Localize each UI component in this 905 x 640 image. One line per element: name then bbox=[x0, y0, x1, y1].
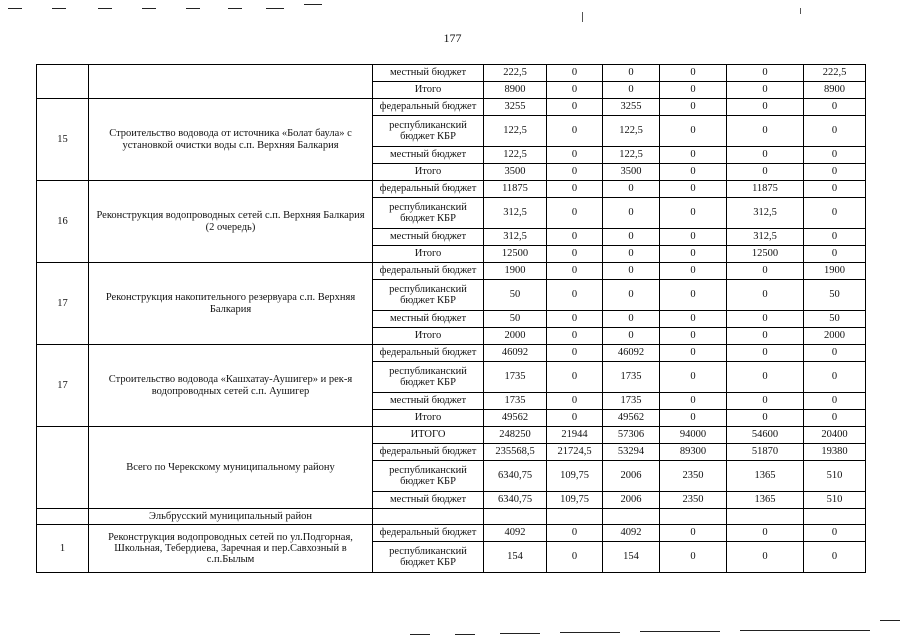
row-number-cell bbox=[37, 427, 89, 509]
value-cell: 19380 bbox=[804, 444, 866, 461]
budget-source-cell: Итого bbox=[373, 328, 484, 345]
value-cell: 0 bbox=[603, 328, 660, 345]
budget-source-cell: местный бюджет bbox=[373, 147, 484, 164]
value-cell: 0 bbox=[603, 263, 660, 280]
value-cell: 154 bbox=[603, 542, 660, 573]
object-name-cell bbox=[89, 65, 373, 99]
value-cell: 109,75 bbox=[547, 492, 603, 509]
value-cell: 0 bbox=[547, 525, 603, 542]
budget-source-cell: Итого bbox=[373, 410, 484, 427]
value-cell: 4092 bbox=[603, 525, 660, 542]
scan-mark bbox=[560, 632, 620, 633]
scan-mark bbox=[500, 633, 540, 634]
value-cell: 510 bbox=[804, 492, 866, 509]
budget-source-cell: местный бюджет bbox=[373, 311, 484, 328]
value-cell: 0 bbox=[603, 311, 660, 328]
value-cell: 4092 bbox=[484, 525, 547, 542]
budget-source-cell: республиканский бюджет КБР bbox=[373, 362, 484, 393]
budget-source-cell: местный бюджет bbox=[373, 229, 484, 246]
value-cell: 0 bbox=[727, 164, 804, 181]
budget-source-cell: местный бюджет bbox=[373, 65, 484, 82]
value-cell: 6340,75 bbox=[484, 492, 547, 509]
value-cell: 0 bbox=[660, 147, 727, 164]
row-number-cell bbox=[37, 65, 89, 99]
section-empty-cell bbox=[484, 509, 547, 525]
value-cell: 0 bbox=[603, 181, 660, 198]
budget-source-cell: федеральный бюджет bbox=[373, 525, 484, 542]
value-cell: 0 bbox=[660, 164, 727, 181]
value-cell: 1735 bbox=[484, 362, 547, 393]
value-cell: 2000 bbox=[804, 328, 866, 345]
value-cell: 0 bbox=[547, 311, 603, 328]
section-empty-cell bbox=[373, 509, 484, 525]
row-number-cell: 16 bbox=[37, 181, 89, 263]
value-cell: 50 bbox=[484, 311, 547, 328]
value-cell: 109,75 bbox=[547, 461, 603, 492]
value-cell: 2350 bbox=[660, 461, 727, 492]
value-cell: 46092 bbox=[603, 345, 660, 362]
value-cell: 89300 bbox=[660, 444, 727, 461]
value-cell: 20400 bbox=[804, 427, 866, 444]
value-cell: 0 bbox=[547, 410, 603, 427]
budget-source-cell: ИТОГО bbox=[373, 427, 484, 444]
value-cell: 1735 bbox=[603, 362, 660, 393]
value-cell: 0 bbox=[660, 393, 727, 410]
value-cell: 3500 bbox=[603, 164, 660, 181]
value-cell: 50 bbox=[804, 280, 866, 311]
scan-mark bbox=[880, 620, 900, 621]
value-cell: 0 bbox=[660, 82, 727, 99]
value-cell: 0 bbox=[804, 198, 866, 229]
value-cell: 0 bbox=[727, 311, 804, 328]
value-cell: 2350 bbox=[660, 492, 727, 509]
row-number-cell: 15 bbox=[37, 99, 89, 181]
value-cell: 0 bbox=[547, 229, 603, 246]
value-cell: 0 bbox=[727, 328, 804, 345]
value-cell: 0 bbox=[660, 65, 727, 82]
value-cell: 0 bbox=[547, 362, 603, 393]
value-cell: 122,5 bbox=[484, 116, 547, 147]
value-cell: 49562 bbox=[484, 410, 547, 427]
value-cell: 0 bbox=[603, 65, 660, 82]
value-cell: 11875 bbox=[727, 181, 804, 198]
value-cell: 94000 bbox=[660, 427, 727, 444]
object-name-cell: Всего по Черекскому муниципальному району bbox=[89, 427, 373, 509]
value-cell: 0 bbox=[547, 147, 603, 164]
value-cell: 312,5 bbox=[484, 229, 547, 246]
budget-source-cell: Итого bbox=[373, 82, 484, 99]
object-name-cell: Строительство водовода «Кашхатау-Аушигер» и рек-я водопроводных сетей с.п. Аушигер bbox=[89, 345, 373, 427]
table-row bbox=[37, 65, 866, 82]
value-cell: 0 bbox=[547, 116, 603, 147]
value-cell: 0 bbox=[727, 116, 804, 147]
scan-mark bbox=[228, 8, 242, 9]
scan-mark bbox=[410, 634, 430, 635]
value-cell: 0 bbox=[660, 116, 727, 147]
value-cell: 0 bbox=[547, 393, 603, 410]
scan-mark bbox=[640, 631, 720, 632]
value-cell: 0 bbox=[660, 246, 727, 263]
value-cell: 1900 bbox=[804, 263, 866, 280]
value-cell: 1365 bbox=[727, 461, 804, 492]
scan-mark bbox=[142, 8, 156, 9]
scan-mark bbox=[455, 634, 475, 635]
budget-source-cell: республиканский бюджет КБР bbox=[373, 116, 484, 147]
value-cell: 0 bbox=[547, 246, 603, 263]
page-number: 177 bbox=[443, 31, 462, 45]
section-empty-cell bbox=[37, 509, 89, 525]
value-cell: 312,5 bbox=[727, 229, 804, 246]
value-cell: 0 bbox=[603, 246, 660, 263]
value-cell: 12500 bbox=[484, 246, 547, 263]
scan-mark bbox=[186, 8, 200, 9]
value-cell: 0 bbox=[660, 181, 727, 198]
value-cell: 3500 bbox=[484, 164, 547, 181]
budget-source-cell: республиканский бюджет КБР bbox=[373, 542, 484, 573]
section-empty-cell bbox=[603, 509, 660, 525]
value-cell: 0 bbox=[804, 542, 866, 573]
value-cell: 0 bbox=[804, 393, 866, 410]
value-cell: 8900 bbox=[484, 82, 547, 99]
value-cell: 222,5 bbox=[484, 65, 547, 82]
budget-source-cell: федеральный бюджет bbox=[373, 263, 484, 280]
value-cell: 0 bbox=[547, 82, 603, 99]
value-cell: 0 bbox=[804, 246, 866, 263]
value-cell: 1365 bbox=[727, 492, 804, 509]
value-cell: 122,5 bbox=[603, 116, 660, 147]
value-cell: 0 bbox=[804, 345, 866, 362]
table-row bbox=[37, 427, 866, 444]
value-cell: 0 bbox=[727, 362, 804, 393]
scan-mark bbox=[582, 12, 583, 22]
value-cell: 53294 bbox=[603, 444, 660, 461]
value-cell: 1735 bbox=[484, 393, 547, 410]
budget-source-cell: Итого bbox=[373, 164, 484, 181]
budget-source-cell: Итого bbox=[373, 246, 484, 263]
table-row bbox=[37, 263, 866, 280]
value-cell: 11875 bbox=[484, 181, 547, 198]
row-number-cell: 1 bbox=[37, 525, 89, 573]
value-cell: 0 bbox=[660, 263, 727, 280]
table-row bbox=[37, 181, 866, 198]
value-cell: 0 bbox=[547, 65, 603, 82]
value-cell: 0 bbox=[547, 542, 603, 573]
value-cell: 46092 bbox=[484, 345, 547, 362]
scan-mark bbox=[52, 8, 66, 9]
budget-source-cell: федеральный бюджет bbox=[373, 345, 484, 362]
value-cell: 222,5 bbox=[804, 65, 866, 82]
value-cell: 2006 bbox=[603, 492, 660, 509]
table-row bbox=[37, 525, 866, 542]
table-body bbox=[37, 65, 866, 573]
budget-source-cell: федеральный бюджет bbox=[373, 181, 484, 198]
value-cell: 3255 bbox=[484, 99, 547, 116]
value-cell: 0 bbox=[547, 198, 603, 229]
budget-table bbox=[36, 64, 866, 573]
value-cell: 0 bbox=[660, 542, 727, 573]
value-cell: 0 bbox=[660, 345, 727, 362]
value-cell: 0 bbox=[603, 229, 660, 246]
value-cell: 50 bbox=[804, 311, 866, 328]
object-name-cell: Реконструкция водопроводных сетей по ул.Подгорная, Школьная, Тебердиева, Заречная и пер.Савхозный в с.п.Былым bbox=[89, 525, 373, 573]
object-name-cell: Строительство водовода от источника «Болат баула» с установкой очистки воды с.п. Верхняя Балкария bbox=[89, 99, 373, 181]
value-cell: 122,5 bbox=[484, 147, 547, 164]
value-cell: 312,5 bbox=[484, 198, 547, 229]
value-cell: 154 bbox=[484, 542, 547, 573]
budget-source-cell: республиканский бюджет КБР bbox=[373, 198, 484, 229]
value-cell: 54600 bbox=[727, 427, 804, 444]
section-title: Эльбрусский муниципальный район bbox=[89, 509, 373, 525]
object-name-cell: Реконструкция водопроводных сетей с.п. Верхняя Балкария (2 очередь) bbox=[89, 181, 373, 263]
section-empty-cell bbox=[660, 509, 727, 525]
value-cell: 51870 bbox=[727, 444, 804, 461]
value-cell: 0 bbox=[547, 345, 603, 362]
scan-mark bbox=[8, 8, 22, 9]
value-cell: 0 bbox=[660, 198, 727, 229]
value-cell: 8900 bbox=[804, 82, 866, 99]
value-cell: 49562 bbox=[603, 410, 660, 427]
value-cell: 0 bbox=[660, 99, 727, 116]
value-cell: 0 bbox=[547, 181, 603, 198]
section-row bbox=[37, 509, 866, 525]
section-empty-cell bbox=[804, 509, 866, 525]
scan-mark bbox=[266, 8, 284, 9]
value-cell: 21944 bbox=[547, 427, 603, 444]
value-cell: 0 bbox=[727, 542, 804, 573]
value-cell: 0 bbox=[727, 263, 804, 280]
budget-source-cell: федеральный бюджет bbox=[373, 444, 484, 461]
section-empty-cell bbox=[727, 509, 804, 525]
value-cell: 0 bbox=[804, 164, 866, 181]
object-name-cell: Реконструкция накопительного резервуара с.п. Верхняя Балкария bbox=[89, 263, 373, 345]
scan-mark bbox=[800, 8, 801, 14]
value-cell: 3255 bbox=[603, 99, 660, 116]
value-cell: 0 bbox=[727, 82, 804, 99]
value-cell: 0 bbox=[727, 525, 804, 542]
value-cell: 0 bbox=[660, 311, 727, 328]
value-cell: 6340,75 bbox=[484, 461, 547, 492]
value-cell: 1735 bbox=[603, 393, 660, 410]
table-row bbox=[37, 345, 866, 362]
value-cell: 0 bbox=[727, 99, 804, 116]
value-cell: 50 bbox=[484, 280, 547, 311]
scan-mark bbox=[304, 4, 322, 5]
value-cell: 2006 bbox=[603, 461, 660, 492]
value-cell: 248250 bbox=[484, 427, 547, 444]
value-cell: 0 bbox=[660, 410, 727, 427]
value-cell: 0 bbox=[547, 263, 603, 280]
value-cell: 0 bbox=[727, 280, 804, 311]
budget-source-cell: республиканский бюджет КБР bbox=[373, 461, 484, 492]
budget-source-cell: федеральный бюджет bbox=[373, 99, 484, 116]
value-cell: 122,5 bbox=[603, 147, 660, 164]
value-cell: 2000 bbox=[484, 328, 547, 345]
scan-mark bbox=[740, 630, 870, 631]
row-number-cell: 17 bbox=[37, 345, 89, 427]
row-number-cell: 17 bbox=[37, 263, 89, 345]
value-cell: 0 bbox=[727, 393, 804, 410]
value-cell: 0 bbox=[603, 198, 660, 229]
value-cell: 235568,5 bbox=[484, 444, 547, 461]
value-cell: 312,5 bbox=[727, 198, 804, 229]
value-cell: 0 bbox=[804, 362, 866, 393]
value-cell: 0 bbox=[660, 229, 727, 246]
value-cell: 0 bbox=[727, 410, 804, 427]
value-cell: 510 bbox=[804, 461, 866, 492]
budget-source-cell: республиканский бюджет КБР bbox=[373, 280, 484, 311]
value-cell: 0 bbox=[727, 345, 804, 362]
value-cell: 21724,5 bbox=[547, 444, 603, 461]
value-cell: 0 bbox=[660, 280, 727, 311]
value-cell: 0 bbox=[804, 147, 866, 164]
value-cell: 0 bbox=[660, 525, 727, 542]
budget-source-cell: местный бюджет bbox=[373, 492, 484, 509]
table-row bbox=[37, 99, 866, 116]
value-cell: 0 bbox=[547, 280, 603, 311]
value-cell: 0 bbox=[804, 99, 866, 116]
value-cell: 0 bbox=[804, 525, 866, 542]
value-cell: 0 bbox=[547, 164, 603, 181]
value-cell: 0 bbox=[727, 65, 804, 82]
value-cell: 0 bbox=[660, 328, 727, 345]
value-cell: 0 bbox=[547, 99, 603, 116]
value-cell: 0 bbox=[727, 147, 804, 164]
value-cell: 1900 bbox=[484, 263, 547, 280]
value-cell: 0 bbox=[804, 410, 866, 427]
scan-mark bbox=[98, 8, 112, 9]
value-cell: 0 bbox=[804, 116, 866, 147]
budget-source-cell: местный бюджет bbox=[373, 393, 484, 410]
value-cell: 0 bbox=[804, 181, 866, 198]
value-cell: 0 bbox=[603, 280, 660, 311]
value-cell: 0 bbox=[547, 328, 603, 345]
value-cell: 0 bbox=[660, 362, 727, 393]
value-cell: 0 bbox=[804, 229, 866, 246]
value-cell: 57306 bbox=[603, 427, 660, 444]
value-cell: 12500 bbox=[727, 246, 804, 263]
section-empty-cell bbox=[547, 509, 603, 525]
value-cell: 0 bbox=[603, 82, 660, 99]
